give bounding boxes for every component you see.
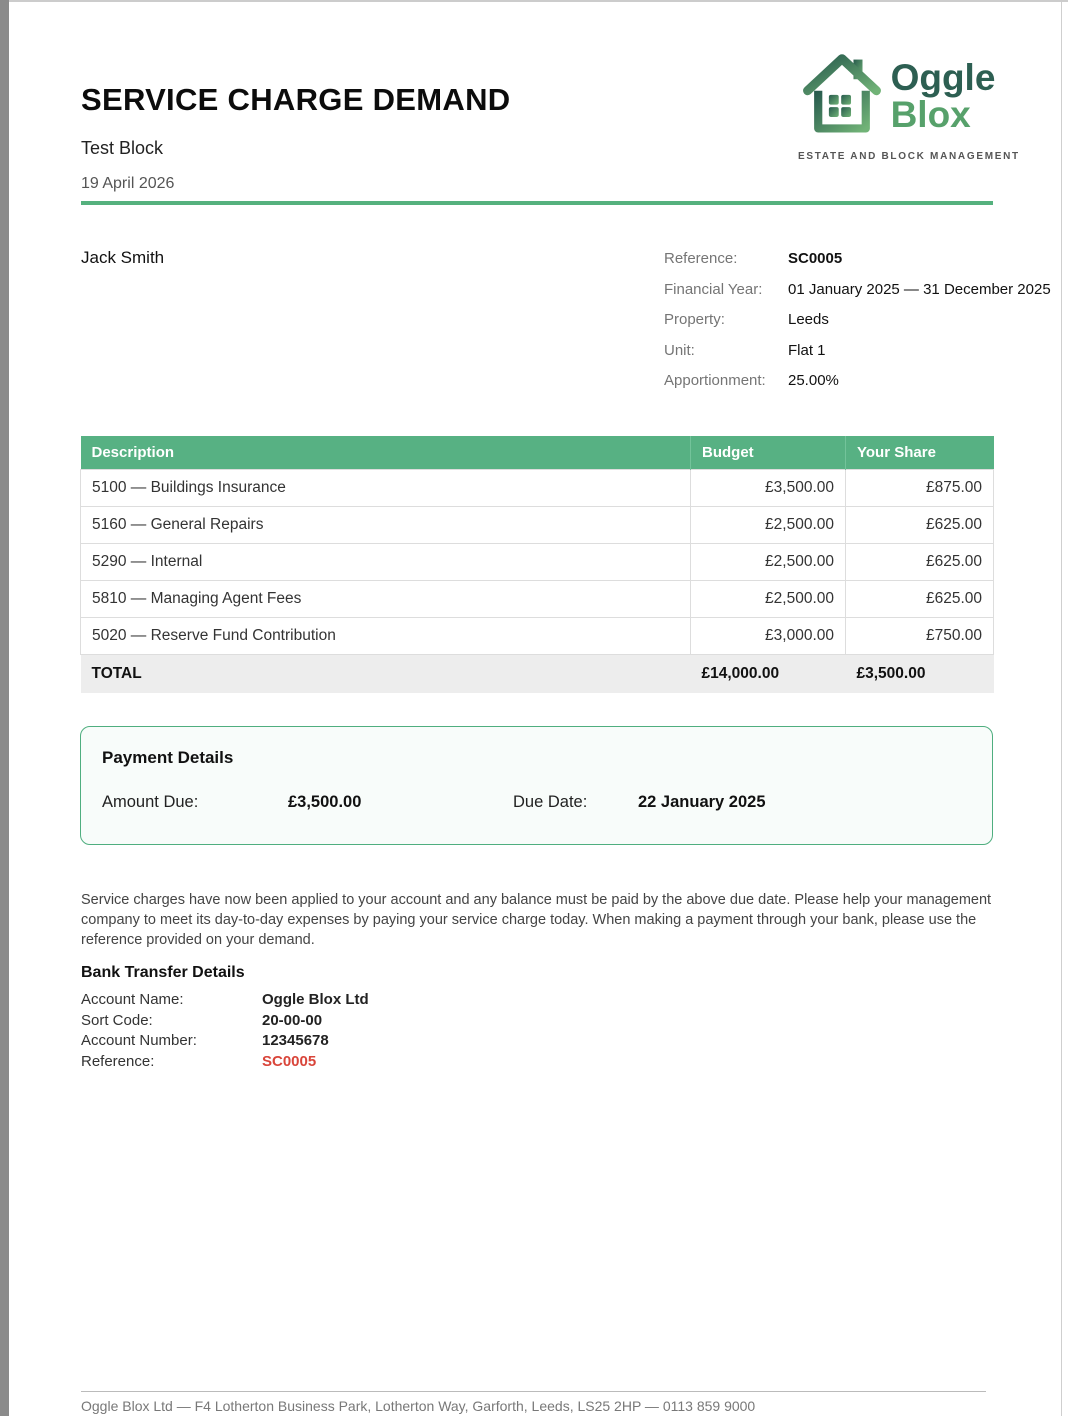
payment-notice: Service charges have now been applied to your account and any balance must be paid by the above due date. Please help your management company to meet its day-to-day expenses by paying your service charge today. When making a payment through your bank, please use the reference provided on your demand. bbox=[81, 892, 992, 948]
column-header-budget: Budget bbox=[691, 436, 846, 470]
table-row bbox=[81, 618, 994, 655]
cell-description: 5160 — General Repairs bbox=[81, 507, 691, 544]
cell-share: £750.00 bbox=[846, 618, 994, 655]
table-header-row bbox=[81, 436, 994, 470]
charges-table bbox=[80, 436, 994, 693]
cell-description: 5100 — Buildings Insurance bbox=[81, 470, 691, 507]
brand-line-1: Oggle bbox=[890, 57, 996, 99]
cell-description: 5290 — Internal bbox=[81, 544, 691, 581]
payment-details-box bbox=[80, 726, 993, 845]
bank-transfer-heading: Bank Transfer Details bbox=[81, 964, 245, 981]
detail-label: Apportionment: bbox=[664, 372, 766, 389]
detail-row-financial-year bbox=[664, 281, 1051, 312]
cell-budget: £3,000.00 bbox=[691, 618, 846, 655]
detail-value-reference: SC0005 bbox=[788, 250, 843, 267]
amount-due-value: £3,500.00 bbox=[288, 793, 362, 811]
document-date: 19 April 2026 bbox=[81, 175, 175, 192]
column-header-description: Description bbox=[81, 436, 691, 470]
bank-transfer-details bbox=[81, 964, 369, 1073]
detail-value-unit: Flat 1 bbox=[788, 341, 826, 359]
company-logo bbox=[798, 48, 1020, 162]
bank-label: Sort Code: bbox=[81, 1011, 153, 1029]
payment-details-heading: Payment Details bbox=[102, 748, 234, 767]
detail-label: Reference: bbox=[664, 250, 738, 267]
bank-row-account-name bbox=[81, 991, 369, 1012]
payment-details-row bbox=[102, 793, 972, 812]
detail-label: Financial Year: bbox=[664, 280, 763, 298]
bank-label: Reference: bbox=[81, 1052, 155, 1070]
detail-value-financial-year: 01 January 2025 — 31 December 2025 bbox=[788, 280, 1051, 298]
bank-value-account-number: 12345678 bbox=[262, 1032, 329, 1049]
cell-budget: £3,500.00 bbox=[691, 470, 846, 507]
table-total-row bbox=[81, 655, 994, 694]
detail-row-unit bbox=[664, 342, 1051, 373]
due-date-label: Due Date: bbox=[513, 793, 588, 811]
total-label: TOTAL bbox=[81, 655, 691, 694]
detail-value-apportionment: 25.00% bbox=[788, 372, 839, 389]
bank-label: Account Number: bbox=[81, 1032, 197, 1049]
footer-text: Oggle Blox Ltd — F4 Lotherton Business Park, Lotherton Way, Garforth, Leeds, LS25 2HP — 0113 859 9000 bbox=[81, 1398, 756, 1414]
footer-divider bbox=[81, 1391, 986, 1392]
table-row bbox=[81, 470, 994, 507]
detail-label: Unit: bbox=[664, 341, 695, 359]
bank-row-account-number bbox=[81, 1032, 369, 1053]
table-row bbox=[81, 507, 994, 544]
detail-row-apportionment bbox=[664, 372, 1051, 403]
cell-share: £625.00 bbox=[846, 544, 994, 581]
document-page bbox=[9, 0, 1068, 1416]
detail-label: Property: bbox=[664, 311, 725, 328]
recipient-name: Jack Smith bbox=[81, 248, 165, 267]
column-header-your-share: Your Share bbox=[846, 436, 994, 470]
green-divider bbox=[81, 201, 993, 205]
cell-description: 5810 — Managing Agent Fees bbox=[81, 581, 691, 618]
bank-row-reference bbox=[81, 1053, 369, 1074]
detail-row-reference bbox=[664, 250, 1051, 281]
cell-budget: £2,500.00 bbox=[691, 507, 846, 544]
cell-description: 5020 — Reserve Fund Contribution bbox=[81, 618, 691, 655]
brand-tagline: ESTATE AND BLOCK MANAGEMENT bbox=[798, 151, 1020, 162]
total-share: £3,500.00 bbox=[846, 655, 994, 694]
bank-row-sort-code bbox=[81, 1012, 369, 1033]
block-name: Test Block bbox=[81, 138, 164, 158]
cell-share: £625.00 bbox=[846, 507, 994, 544]
amount-due-label: Amount Due: bbox=[102, 793, 199, 811]
total-budget: £14,000.00 bbox=[691, 655, 846, 694]
table-row bbox=[81, 544, 994, 581]
detail-value-property: Leeds bbox=[788, 311, 829, 328]
cell-share: £875.00 bbox=[846, 470, 994, 507]
table-row bbox=[81, 581, 994, 618]
page-right-edge bbox=[1061, 2, 1062, 1416]
bank-value-reference: SC0005 bbox=[262, 1052, 317, 1070]
brand-line-2: Blox bbox=[890, 93, 971, 135]
page-title: SERVICE CHARGE DEMAND bbox=[81, 82, 511, 117]
bank-value-sort-code: 20-00-00 bbox=[262, 1011, 323, 1029]
viewer-left-gutter bbox=[0, 0, 9, 1416]
cell-budget: £2,500.00 bbox=[691, 544, 846, 581]
brand-wordmark bbox=[890, 57, 996, 135]
due-date-value: 22 January 2025 bbox=[638, 793, 766, 811]
bank-value-account-name: Oggle Blox Ltd bbox=[262, 991, 369, 1008]
reference-details bbox=[664, 250, 1051, 403]
bank-label: Account Name: bbox=[81, 991, 184, 1008]
cell-budget: £2,500.00 bbox=[691, 581, 846, 618]
house-icon bbox=[801, 48, 883, 145]
detail-row-property bbox=[664, 311, 1051, 342]
cell-share: £625.00 bbox=[846, 581, 994, 618]
